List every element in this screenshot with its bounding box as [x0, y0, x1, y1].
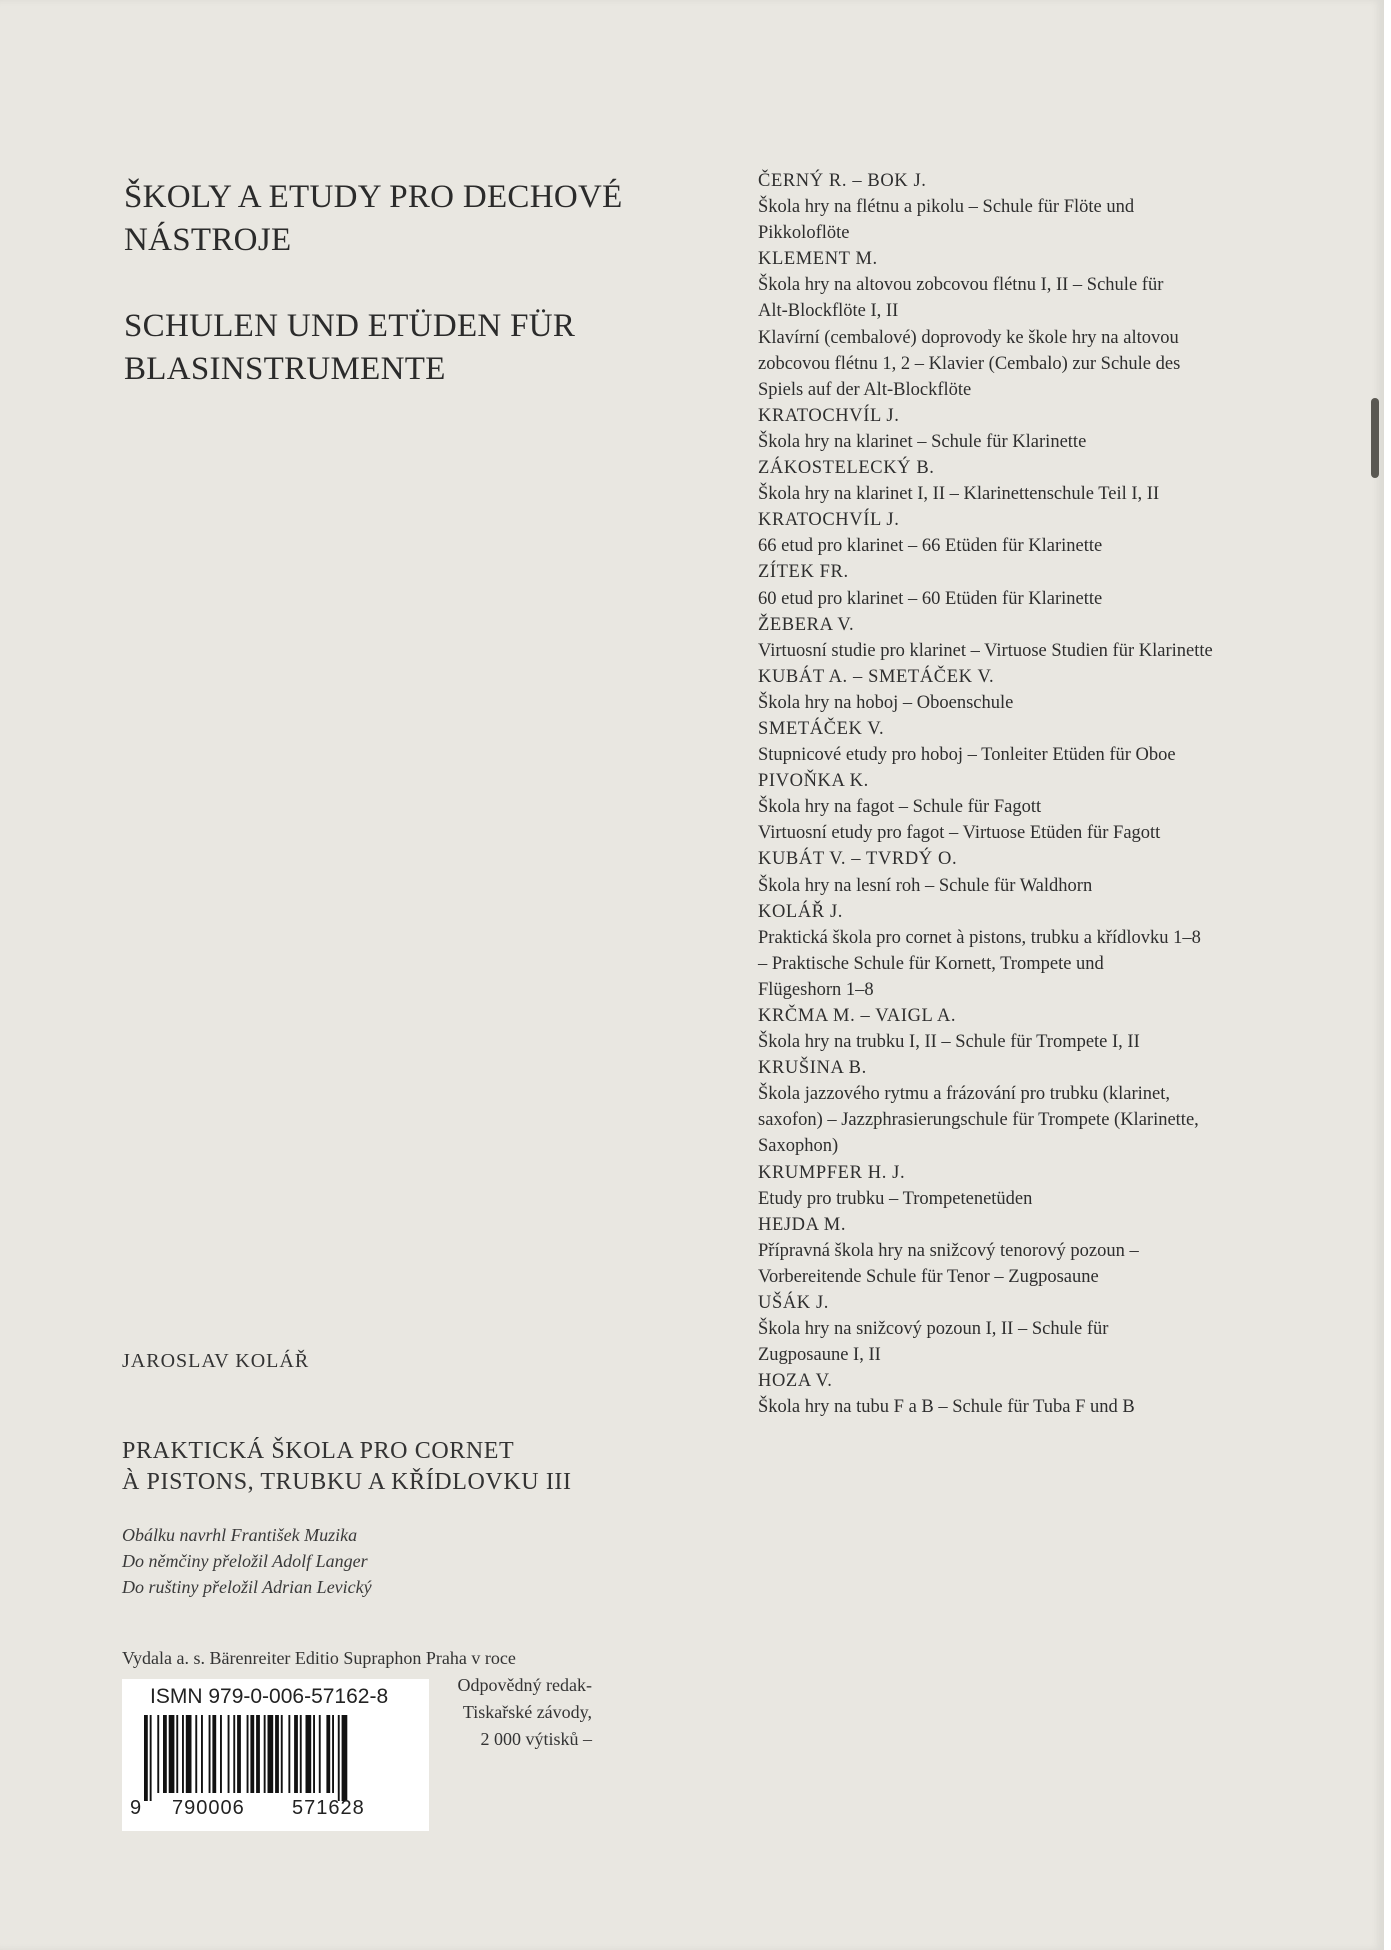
- heading-de-line-2: BLASINSTRUMENTE: [124, 351, 446, 387]
- barcode-bar: [332, 1715, 334, 1793]
- catalog-author: ČERNÝ R. – BOK J.: [758, 171, 927, 191]
- staple-mark: [1371, 398, 1379, 478]
- catalog-title: Virtuosní etudy pro fagot – Virtuose Etüden für Fagott: [758, 823, 1161, 844]
- book-title-line-2: À PISTONS, TRUBKU A KŘÍDLOVKU III: [122, 1469, 572, 1495]
- barcode-bar: [300, 1715, 302, 1793]
- catalog-title: Škola hry na klarinet I, II – Klarinettenschule Teil I, II: [758, 484, 1160, 505]
- barcode-bar: [228, 1715, 230, 1793]
- barcode-bar: [186, 1715, 192, 1793]
- barcode-bar: [281, 1715, 283, 1793]
- catalog-title: Přípravná škola hry na snižcový tenorový pozoun –: [758, 1240, 1139, 1261]
- heading-cz-line-2: NÁSTROJE: [124, 222, 292, 258]
- barcode-bar: [212, 1715, 216, 1793]
- catalog-title: Škola hry na fagot – Schule für Fagott: [758, 797, 1042, 818]
- barcode-bar: [247, 1715, 249, 1793]
- book-title-line-1: PRAKTICKÁ ŠKOLA PRO CORNET: [122, 1438, 515, 1464]
- catalog-title: Etudy pro trubku – Trompetenetüden: [758, 1188, 1033, 1209]
- catalog-author: KRUMPFER H. J.: [758, 1162, 906, 1183]
- credits: [122, 1522, 682, 1600]
- barcode-bar: [169, 1715, 175, 1793]
- credit-cover: Obálku navrhl František Muzika: [122, 1525, 358, 1545]
- catalog-author: KOLÁŘ J.: [758, 901, 843, 922]
- catalog-title: Alt-Blockflöte I, II: [758, 301, 899, 322]
- catalog-author: UŠÁK J.: [758, 1293, 830, 1314]
- heading-cz-line-1: ŠKOLY A ETUDY PRO DECHOVÉ: [124, 179, 623, 215]
- credit-german: Do němčiny přeložil Adolf Langer: [122, 1551, 368, 1571]
- barcode-digit-lead: 9: [130, 1797, 143, 1819]
- catalog-title: 66 etud pro klarinet – 66 Etüden für Klarinette: [758, 536, 1103, 557]
- catalog-author: KRUŠINA B.: [758, 1058, 867, 1079]
- barcode-bar: [306, 1715, 312, 1793]
- barcode-digits-left: 790006: [172, 1797, 245, 1819]
- barcode-bar: [233, 1715, 235, 1793]
- catalog-title: Pikkoloflöte: [758, 223, 850, 244]
- barcode-bar: [157, 1715, 159, 1793]
- catalog-title: Spiels auf der Alt-Blockflöte: [758, 379, 972, 400]
- catalog-title: zobcovou flétnu 1, 2 – Klavier (Cembalo) zur Schule des: [758, 353, 1181, 374]
- catalog-author: KRČMA M. – VAIGL A.: [758, 1006, 957, 1026]
- barcode-bar: [268, 1715, 274, 1793]
- imprint-line-3: Tiskařské závody,: [462, 1702, 592, 1722]
- barcode-bar: [319, 1715, 321, 1793]
- catalog-title: saxofon) – Jazzphrasierungschule für Trompete (Klarinette,: [758, 1110, 1199, 1131]
- catalog-title: Škola jazzového rytmu a frázování pro trubku (klarinet,: [758, 1084, 1170, 1105]
- barcode-digits-right: 571628: [292, 1797, 365, 1819]
- catalog-author: KUBÁT V. – TVRDÝ O.: [758, 849, 958, 870]
- author-name: JAROSLAV KOLÁŘ: [122, 1350, 310, 1372]
- credit-russian: Do ruštiny přeložil Adrian Levický: [122, 1577, 372, 1597]
- barcode-bar: [250, 1715, 254, 1793]
- catalog-author: KUBÁT A. – SMETÁČEK V.: [758, 666, 995, 687]
- catalog-title: Flügeshorn 1–8: [758, 979, 874, 1000]
- barcode-bar: [182, 1715, 184, 1793]
- barcode-bar: [264, 1715, 266, 1793]
- catalog-title: Škola hry na snižcový pozoun I, II – Schule für: [758, 1319, 1109, 1340]
- catalog-title: Škola hry na trubku I, II – Schule für Trompete I, II: [758, 1032, 1140, 1053]
- barcode-bar: [294, 1715, 298, 1793]
- barcode-sticker: [122, 1679, 429, 1831]
- catalog-title: Stupnicové etudy pro hoboj – Tonleiter Etüden für Oboe: [758, 745, 1176, 766]
- heading-de: [124, 305, 724, 391]
- catalog-title: 60 etud pro klarinet – 60 Etüden für Klarinette: [758, 588, 1103, 609]
- imprint-line-2: Odpovědný redak-: [457, 1675, 592, 1695]
- catalog-title: Vorbereitende Schule für Tenor – Zugposaune: [758, 1266, 1099, 1287]
- catalog-author: ZÍTEK FR.: [758, 562, 849, 583]
- barcode-bar: [256, 1715, 260, 1793]
- barcode-bar: [275, 1715, 279, 1793]
- catalog-title: Škola hry na flétnu a pikolu – Schule für Flöte und: [758, 197, 1135, 218]
- catalog-author: ŽEBERA V.: [758, 614, 855, 635]
- catalog-title: Škola hry na lesní roh – Schule für Waldhorn: [758, 875, 1093, 896]
- catalog-author: HOZA V.: [758, 1371, 833, 1392]
- page-edge: [1384, 0, 1391, 1950]
- barcode-bar: [326, 1715, 330, 1793]
- catalog-title: Klavírní (cembalové) doprovody ke škole hry na altovou: [758, 327, 1179, 348]
- barcode-bar: [144, 1715, 148, 1801]
- catalog-author: SMETÁČEK V.: [758, 718, 885, 739]
- imprint-line-1: Vydala a. s. Bärenreiter Editio Supraphon Praha v roce: [122, 1648, 516, 1668]
- barcode-bar: [288, 1715, 290, 1793]
- catalog-title: Saxophon): [758, 1136, 839, 1157]
- barcode-bar: [150, 1715, 152, 1801]
- heading-cz: [124, 176, 724, 262]
- catalog-title: Škola hry na altovou zobcovou flétnu I, II – Schule für: [758, 275, 1164, 296]
- catalog-list: [758, 168, 1358, 1421]
- catalog-author: PIVOŇKA K.: [758, 771, 869, 792]
- catalog-title: Škola hry na klarinet – Schule für Klarinette: [758, 431, 1087, 452]
- ismn-number: ISMN 979-0-006-57162-8: [150, 1685, 389, 1708]
- catalog-title: Praktická škola pro cornet à pistons, trubku a křídlovku 1–8: [758, 927, 1201, 948]
- barcode-bar: [338, 1715, 340, 1801]
- catalog-author: KLEMENT M.: [758, 249, 878, 270]
- barcode-bar: [163, 1715, 167, 1793]
- barcode-icon: [144, 1715, 412, 1801]
- barcode-bar: [209, 1715, 211, 1793]
- heading-de-line-1: SCHULEN UND ETÜDEN FÜR: [124, 308, 576, 344]
- catalog-author: ZÁKOSTELECKÝ B.: [758, 458, 935, 479]
- barcode-bar: [220, 1715, 222, 1793]
- catalog-title: – Praktische Schule für Kornett, Trompete und: [758, 953, 1104, 974]
- imprint-line-4: 2 000 výtisků –: [480, 1729, 592, 1749]
- barcode-bar: [195, 1715, 197, 1793]
- series-heading: [124, 176, 724, 391]
- catalog-author: KRATOCHVÍL J.: [758, 405, 900, 426]
- catalog-title: Škola hry na tubu F a B – Schule für Tuba F und B: [758, 1397, 1135, 1418]
- barcode-bar: [201, 1715, 203, 1793]
- barcode-bar: [237, 1715, 241, 1793]
- catalog-title: Virtuosní studie pro klarinet – Virtuose Studien für Klarinette: [758, 640, 1213, 661]
- barcode-bar: [176, 1715, 178, 1793]
- catalog-title: Škola hry na hoboj – Oboenschule: [758, 692, 1014, 713]
- catalog-title: Zugposaune I, II: [758, 1345, 881, 1366]
- barcode-bar: [342, 1715, 348, 1801]
- barcode-bar: [313, 1715, 315, 1793]
- catalog-author: KRATOCHVÍL J.: [758, 510, 900, 531]
- book-title: [122, 1436, 682, 1498]
- catalog-author: HEJDA M.: [758, 1214, 847, 1235]
